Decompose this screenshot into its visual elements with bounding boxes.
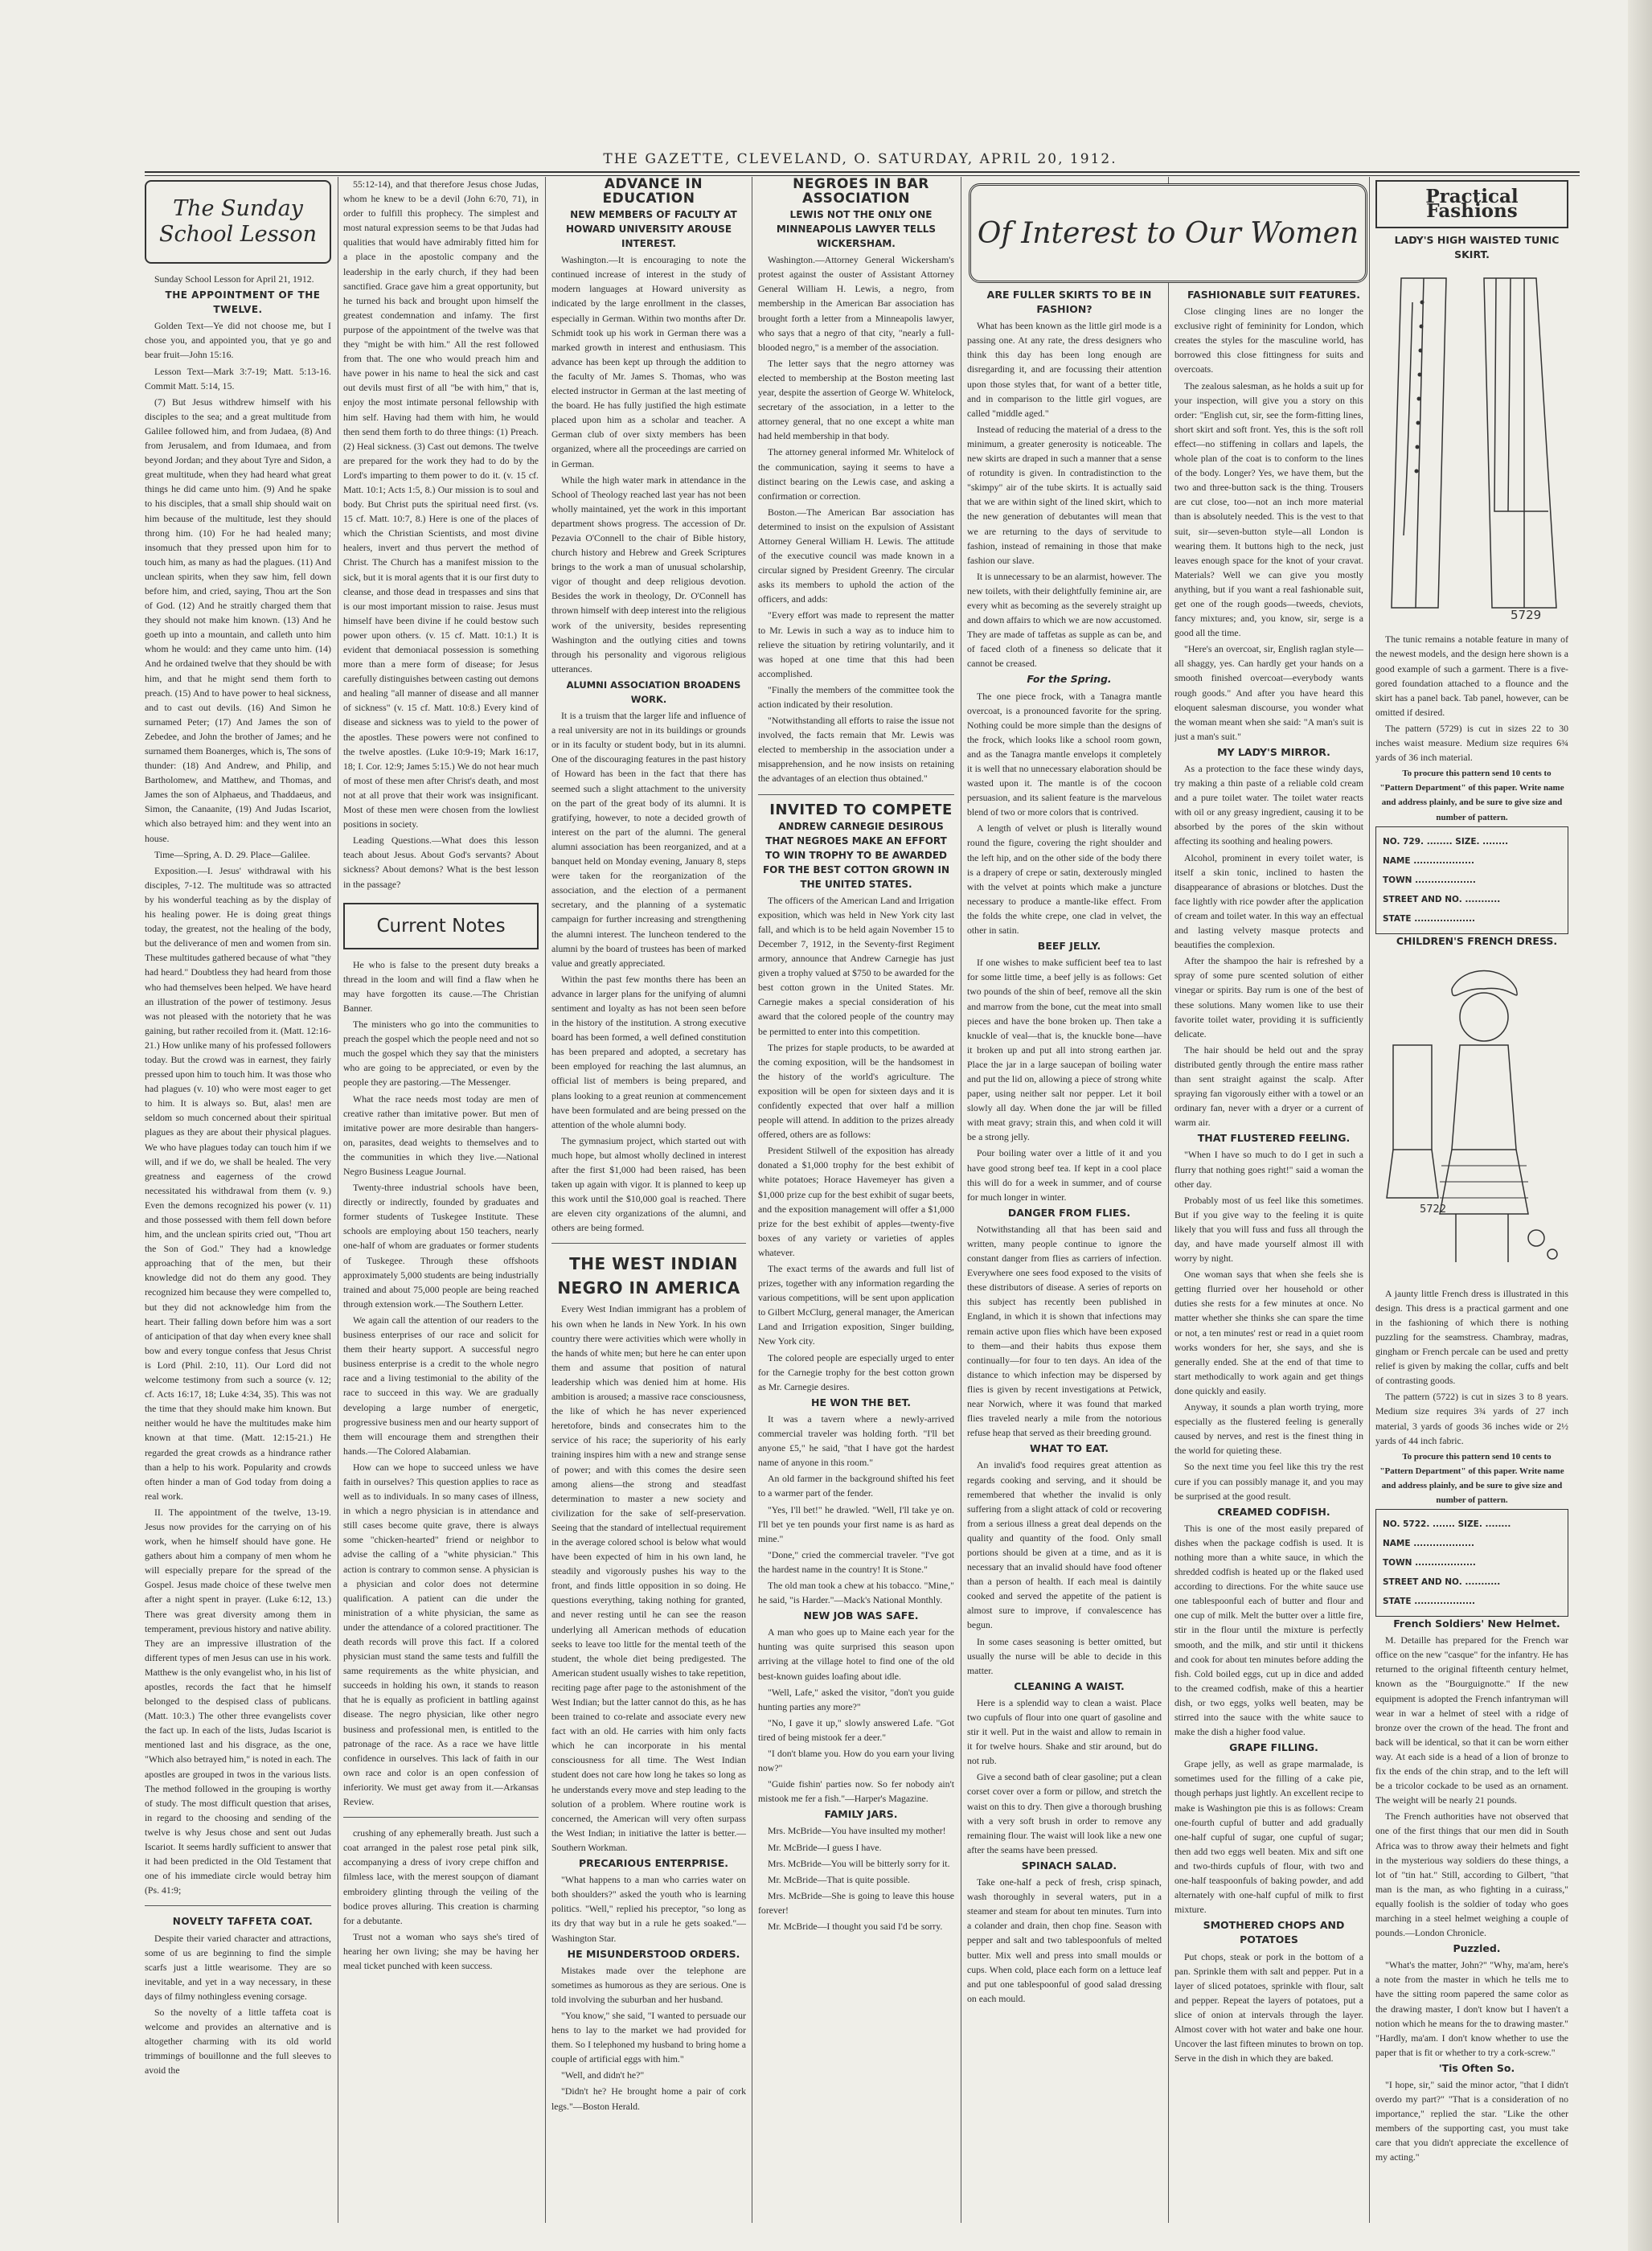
french-dress-headline: CHILDREN'S FRENCH DRESS.	[1396, 934, 1558, 947]
article-paragraph: Washington.—It is encouraging to note the continued increase of interest in the study of modern languages at Howard university as indicated by the large enrollment in the classes, especially in German. Within two months after Dr. Schmidt took up his work in German there was a marked growth in interest and enthusiasm. This advance has been kept up through the addition to the faculty of Mr. James S. Thomas, who was elected instructor in German at the last meeting of the board. He has fully justified the high estimate placed upon him as a scholar and teacher. A German club of over sixty members has been organized, where all the proceedings are carried on in German.	[551, 254, 746, 469]
current-note: How can we hope to succeed unless we have faith in ourselves? This question applies to race as well as to individuals. In so many cases of illness, in which a negro physician is in attendance and still cases become quite grave, there is always some "chicken-hearted" friend or neighbor to advise the calling of a "white physician." This action is contrary to common sense. A physician is a physician and color does not determine qualification. A patient can die under the ministration of a white physician, the same as under the attendance of a colored practitioner. The death records will prove this fact. If a colored physician must stand the same tests and fulfill the same requirements as the white physician, and succeeds in holding his own, it stands to reason that he is equally as proficient in battling against disease. The negro physician, like other negro business and professional men, is entitled to the patronage of the race. As a race we have little confidence in ourselves. This lack of faith in our own race and color is an open confession of inferiority. We must get away from it.—Arkansas Review.	[343, 1461, 539, 1808]
article-paragraph: "Notwithstanding all efforts to raise the issue not involved, the facts remain that Mr. Lewis was elected to membership in the association under a misapprehension, and he now insists on retaining the advantages of an election thus obtained."	[758, 715, 954, 785]
article-paragraph: A man who goes up to Maine each year for the hunting was quite surprised this season upon arriving at the village hotel to find one of the old best-known guides loafing about idle.	[758, 1626, 954, 1682]
flies-subhead: DANGER FROM FLIES.	[1007, 1206, 1131, 1219]
current-note: The ministers who go into the communities to preach the gospel which the people need and not so much the gospel which they say that the ministers who are going to be appreciated, or even by the people they are pastoring.—The Messenger.	[343, 1019, 539, 1089]
current-notes-heading: Current Notes	[376, 915, 506, 937]
dress-pattern-number: 5722	[1420, 1203, 1447, 1216]
article-paragraph: "I hope, sir," said the minor actor, "that I didn't overdo my part?" "That is a consideration of no importance," replied the star. "Like the other members of the supporting cast, you must take care that you didn't appreciate the excellence of my acting."	[1375, 2079, 1568, 2163]
skirt-drawing	[1383, 270, 1560, 624]
article-paragraph: "Didn't he? He brought home a pair of cork legs."—Boston Herald.	[551, 2085, 746, 2112]
form-no: NO. 729.	[1383, 836, 1424, 847]
article-paragraph: The colored people are especially urged to enter for the Carnegie trophy for the best cotton grown as Mr. Carnegie desires.	[758, 1351, 954, 1392]
article-paragraph: Boston.—The American Bar association has determined to insist on the expulsion of Assistant Attorney General William H. Lewis. The attitude of the executive council was made known in a circular signed by President Greenry. The circular asks its members to uphold the action of the officers, and adds:	[758, 506, 954, 605]
form-town: TOWN	[1383, 875, 1412, 885]
practical-fashions-heading-box	[1375, 180, 1568, 228]
pattern-order-form: NO. 5722. ....... SIZE. ........ NAME ................... TOWN ................... STREET AND NO. ........... STATE ...................	[1375, 1509, 1568, 1617]
compete-deck: ANDREW CARNEGIE DESIROUS THAT NEGROES MAKE AN EFFORT TO WIN TROPHY TO BE AWARDED FOR THE BEST COTTON GROWN IN THE UNITED STATES.	[762, 820, 950, 890]
form-size: SIZE.	[1455, 836, 1480, 847]
article-paragraph: The prizes for staple products, to be awarded at the coming exposition, will be the handsomest in the history of the world's agriculture. The exposition will be open for sixteen days and it is confidently expected that over half a million people will attend. In addition to the prizes already offered, others are as follows:	[758, 1041, 954, 1141]
misunderstood-subhead: HE MISUNDERSTOOD ORDERS.	[567, 1947, 740, 1960]
column-1	[145, 177, 331, 2223]
new-job-subhead: NEW JOB WAS SAFE.	[803, 1609, 919, 1622]
article-paragraph: Mistakes made over the telephone are sometimes as humorous as they are serious. One is told involving the suburban and her husband.	[551, 1964, 746, 2005]
article-paragraph: The letter says that the negro attorney was elected to membership at the Boston meeting last year, despite the assertion of George W. Whitelock, secretary of the association, in a letter to the attorney general, that no one except a white man had held membership in that body.	[758, 357, 954, 442]
scripture-text: (7) But Jesus withdrew himself with his disciples to the sea; and a great multitude from Galilee followed him, and from Judaea, (8) And from Jerusalem, and from Idumaea, and from beyond Jordan; and they about Tyre and Sidon, a great multitude, when they had heard what great things he did came unto him. (9) And he spake to his disciples, that a small ship should wait on him because of the multitude, lest they should throng him. (10) For he had healed many; insomuch that they pressed upon him for to touch him, as many as had the plagues. (11) And unclean spirits, when they saw him, fell down before him, and cried, saying, Thou art the Son of God. (12) And he straitly charged them that they should not make him known. (13) And he goeth up into a mountain, and calleth unto him whom he would: and they came unto him. (14) And he ordained twelve that they should be with him, and that he might send them forth to preach. (15) And to have power to heal sickness, and to cast out devils. (16) And Simon he surnamed Peter; (17) And James the son of Zebedee, and John the brother of James; and he surnamed them Boanerges, which is, The sons of thunder: (18) And Andrew, and Philip, and Bartholomew, and Matthew, and Thomas, and James the son of Alphaeus, and Thaddaeus, and Simon, the Canaanite, (19) And Judas Iscariot, which also betrayed him: and they went into an house.	[145, 396, 331, 844]
mirror-subhead: MY LADY'S MIRROR.	[1217, 745, 1330, 758]
article-paragraph: Probably most of us feel like this sometimes. But if you give way to the feeling it is quite likely that you will fuss and fuss all through the day, and have made yourself almost ill with worry by night.	[1174, 1194, 1363, 1265]
column-2	[343, 177, 539, 2223]
article-paragraph: One woman says that when she feels she is getting flurried over her household or other duties she rests for a few minutes at once. No matter whether she thinks she can spare the time or not, a ten minutes' rest or read in a quiet room works wonders for her, she says, and she is generally ended. She at the end of that time to start methodically to work again and get things done quickly and easily.	[1174, 1269, 1363, 1396]
article-paragraph: Give a second bath of clear gasoline; put a clean corset cover over a form or pillow, and stretch the waist on this to dry. Then give a thorough brushing with a very soft brush in order to remove any remaining flour. The waist will look like a new one after the seams have been pressed.	[967, 1771, 1162, 1855]
form-name: NAME	[1383, 855, 1411, 866]
article-paragraph: Anyway, it sounds a plan worth trying, more especially as the flustered feeling is generally caused by nerves, and rest is the finest thing in the world for quieting these.	[1174, 1401, 1363, 1457]
what-to-eat-subhead: WHAT TO EAT.	[1030, 1442, 1109, 1455]
grape-filling-subhead: GRAPE FILLING.	[1229, 1741, 1318, 1754]
article-paragraph: An old farmer in the background shifted his feet to a warmer part of the fender.	[758, 1473, 954, 1499]
tunic-skirt-headline: LADY'S HIGH WAISTED TUNIC SKIRT.	[1394, 234, 1560, 261]
article-paragraph: It is a truism that the larger life and influence of a real university are not in its buildings or grounds or in its faculty or student body, but in its alumni. One of the discouraging features in the past history of Howard has been in the fact that there has seemed such a slight attachment to the university on the part of the great body of its alumni. It is gratifying, however, to note a decided growth of interest on the part of the alumni. The general alumni association has been reorganized, and at a banquet held on Monday evening, January 8, steps were taken for the reorganization of the association, and the election of a permanent secretary, and the planning of a systematic campaign for further increasing and strengthening the alumni interest. The luncheon tendered to the alumni by the board of trustees has been of marked value and greatly appreciated.	[551, 710, 746, 969]
article-paragraph: The French authorities have not observed that one of the first things that our men did in South Africa was to throw away their helmets and fight in the mysterious way soldiers do these things, a lot of "tin hat." Still, according to Gilbert, "that man is the man, as who fighting in a cuirass," equally foolish is the soldier of today who goes marching in a steel helmet weighing a couple of pounds.—London Chronicle.	[1375, 1810, 1568, 1939]
current-note: Twenty-three industrial schools have been, directly or indirectly, founded by graduates and former students of Tuskegee Institute. These schools are employing about 150 teachers, nearly one-half of whom are graduates or former students of Tuskegee. Through these offshoots approximately 5,000 students are being industrially trained and about 75,000 people are being reached through extension work.—The Southern Letter.	[343, 1182, 539, 1310]
article-paragraph: An invalid's food requires great attention as regards cooking and serving, and it should be remembered that whether the invalid is only suffering from a slight attack of cold or recovering from a serious illness a great deal depends on the quality and quantity of the food. Only small portions should be given at a time, and as it is necessary that an invalid should have food oftener than a person of health. If each meal is daintily cooked and served the appetite of the patient is almost sure to improve, if convalescence has begun.	[967, 1459, 1162, 1631]
divider	[758, 794, 954, 795]
form-street: STREET AND NO.	[1383, 894, 1462, 904]
column-rule	[1369, 177, 1370, 2223]
article-paragraph: The attorney general informed Mr. Whitelock of the communication, saying it seems to have a distinct bearing on the Lewis case, and asking a confirmation or correction.	[758, 446, 954, 502]
article-paragraph: The one piece frock, with a Tanagra mantle overcoat, is a pronounced favorite for the spring. Nothing could be more simple than the designs of the frock, which looks like a school room gown, and as the Tanagra mantle envelops it completely it is well that no unnecessary elaboration should be wasted upon it. The mantle is of the cocoon persuasion, and its salient feature is the marvelous blend of two or more colors that is contrived.	[967, 690, 1162, 818]
article-paragraph: Mrs. McBride—She is going to leave this house forever!	[758, 1889, 954, 1916]
article-paragraph: A length of velvet or plush is literally wound round the figure, covering the right shoulder and the left hip, and on the other side of the body there is a drapery of crepe or satin, dexterously mingled with the velvet at points which make a juncture necessary to produce a mantle-like effect. From the folds the white crepe, one clad in velvet, the other in satin.	[967, 822, 1162, 937]
article-paragraph: The gymnasium project, which started out with much hope, but almost wholly declined in interest after the first $1,000 had been raised, has been taken up again with vigor. It is planned to keep up this work until the $10,000 goal is reached. There are eleven city organizations of the alumni, and others are being formed.	[551, 1134, 746, 1234]
article-paragraph: Take one-half a peck of fresh, crisp spinach, wash thoroughly in several waters, put in a steamer and steam for about ten minutes. Turn into a colander and drain, then chop fine. Season with pepper and salt and two tablespoonfuls of melted butter. Mix well and press into small moulds or cups. When cold, place each form on a lettuce leaf and put one tablespoonful of good salad dressing on each mould.	[967, 1876, 1162, 2004]
sunday-school-heading: The Sunday School Lesson	[158, 196, 317, 247]
form-size: SIZE.	[1457, 1519, 1482, 1530]
codfish-subhead: CREAMED CODFISH.	[1217, 1505, 1330, 1518]
divider	[145, 1905, 331, 1906]
article-paragraph: In some cases seasoning is better omitted, but usually the nurse will be able to decide in this matter.	[967, 1635, 1162, 1676]
article-paragraph: "Finally the members of the committee took the action indicated by their resolution.	[758, 683, 954, 710]
helmet-subhead: French Soldiers' New Helmet.	[1393, 1618, 1560, 1630]
pattern-order-form: NO. 729. ........ SIZE. ........ NAME ................... TOWN ................... STREET AND NO. ........... STATE ...................	[1375, 826, 1568, 934]
pattern-order-note: To procure this pattern send 10 cents to "Pattern Department" of this paper. Write name and address plainly, and be sure to give size and number of pattern.	[1379, 769, 1564, 822]
lesson-intro: Sunday School Lesson for April 21, 1912.	[154, 273, 314, 285]
article-paragraph: Mr. McBride—I guess I have.	[768, 1841, 882, 1853]
divider	[343, 1817, 539, 1818]
puzzled-subhead: Puzzled.	[1453, 1942, 1501, 1955]
article-paragraph: President Stilwell of the exposition has already donated a $1,000 trophy for the best exhibit of white potatoes; Horace Havemeyer has given a $1,000 prize cup for the best exhibit of sugar beets, and the exposition management will offer a $1,000 prize for the best exhibit of apples—twenty-five boxes of any variety or varieties of apples whatever.	[758, 1145, 954, 1258]
article-paragraph: "I don't blame you. How do you earn your living now?"	[758, 1748, 954, 1774]
lesson-continued: 55:12-14), and that therefore Jesus chose Judas, whom he knew to be a devil (John 6:70, 71), in order to fulfill this prophecy. The simplest and most natural expression seems to be that Judas had qualities that would have admirably fitted him for a place in the apostolic company and the leadership in the early church, if they had been sanctified. Grace gave him a great opportunity, but he turned his back and brought upon himself the greatest condemnation and infamy. The first purpose of the appointment of the twelve was that they "might be with him." All the rest followed from that. The one who would preach him and have power in his name to heal the sick and cast out devils must first of all "be with him," that is, enjoy the most intimate personal fellowship with him self. Having had them with him, he would then send them forth to do three things: (1) Preach. (2) Heal sickness. (3) Cast out demons. The twelve are prepared for the work they had to do by the Lord's imparting to them power to do it. (v. 15 cf. Matt. 10:1; Acts 1:5, 8.) Our mission is to soul and body. But Christ puts the spiritual need first. (vs. 15 cf. Matt. 10:7, 8.) Here is one of the places of which the Christian Scientists, and most divine healers, invert and thus pervert the method of Christ. The Church has a manifest mission to the sick, but it is moral agents that it is our first duty to cleanse, and those dead in trespasses and sins that is our most important mission to raise. Jesus must himself have been divine if he could bestow such power upon others. (v. 15 cf. Matt. 10:1.) It is evident that demoniacal possession is something more than a mere form of disease; for Jesus carefully distinguishes between casting out demons and healing "all manner of disease and all manner of sickness" (v. 15 cf. Matt. 10:8.) Every kind of disease and sickness was to yield to the power of the apostles. These powers were not confined to the twelve apostles. (Luke 10:9-19; Mark 16:17, 18; I. Cor. 12:9; James 5:15.) We do not hear much of most of these men after Christ's death, and most not at all prove that their work was insignificant. Most of these men were chosen from the lowliest positions in society.	[343, 178, 539, 830]
dress-description: A jaunty little French dress is illustrated in this design. This dress is a practical garment and one in the fashioning of which there is nothing puzzling for the seamstress. Chambray, madras, gingham or French percale can be used and pretty relief is given by making the collar, cuffs and belt of contrasting goods.	[1375, 1287, 1568, 1387]
education-headline: ADVANCE IN EDUCATION	[602, 177, 703, 207]
article-paragraph: The officers of the American Land and Irrigation exposition, which was held in New York city last fall, and which is to be held again November 15 to December 7, 1912, in the Seventy-first Regiment armory, announce that Andrew Carnegie has just given a trophy valued at $750 to be awarded for the best cotton grown in the United States. Mr. Carnegie makes a special consideration of his award that the colored people of the country may be permitted to enter into this competition.	[758, 894, 954, 1037]
column-5	[967, 286, 1162, 2224]
article-paragraph: "Every effort was made to represent the matter to Mr. Lewis in such a way as to induce him to relieve the situation by retiring voluntarily, and it was hoped at one time that this had been accomplished.	[758, 609, 954, 679]
article-paragraph: Pour boiling water over a little of it and you have good strong beef tea. If kept in a cool place this will do for a week in summer, and of course for much longer in winter.	[967, 1147, 1162, 1203]
alumni-subhead: ALUMNI ASSOCIATION BROADENS WORK.	[566, 679, 741, 705]
article-paragraph: This is one of the most easily prepared of dishes when the package codfish is used. It is nothing more than a white sauce, in which the shredded codfish is heated up or the flaked used according to directions. For the white sauce use one tablespoonful each of butter and flour and one cup of milk. Melt the butter over a little fire, stir in the flour until the mixture is perfectly smooth, and the milk, and stir until it thickens and cook for about ten minutes before adding the fish. Cold boiled eggs, cut up in dice and added to the creamed codfish, make of this a heartier dish, or two eggs, yolks well beaten, may be stirred into the sauce with the white sauce to make the dish a higher food value.	[1174, 1522, 1363, 1738]
tunic-description: The tunic remains a notable feature in many of the newest models, and the design here shown is a good example of such a garment. There is a five-gored foundation attached to a flounce and the skirt has a panel back. Tab panel, however, can be omitted if desired.	[1375, 633, 1568, 718]
article-paragraph: Instead of reducing the material of a dress to the minimum, a greater generosity is noticeable. The new skirts are draped in such a manner that a sense of rotundity is given. In contradistinction to the "skimpy" air of the tube skirts. It is actually said that we are within sight of the lined skirt, which to the new generation of debutantes will mean that we are returning to the days of servitude to fashion, instead of remaining in those that make fashion our slave.	[967, 423, 1162, 566]
leading-questions: Leading Questions.—What does this lesson teach about Jesus. About God's servants? About sickness? About demons? What is the best lesson in the passage?	[343, 834, 539, 890]
current-note: We again call the attention of our readers to the business enterprises of our race and solicit for them their hearty support. A successful negro business enterprise is a credit to the whole negro race and a living testimonial to the ability of the race to succeed in this way. We are gradually developing a large number of energetic, progressive business men and our hearty support of them will encourage them and strengthen their hands.—The Colored Alabamian.	[343, 1314, 539, 1457]
skirt-pattern-number: 5729	[1511, 608, 1542, 623]
sunday-school-heading-box	[145, 180, 331, 264]
cleaning-waist-subhead: CLEANING A WAIST.	[1014, 1679, 1125, 1692]
fuller-skirts-subhead: ARE FULLER SKIRTS TO BE IN FASHION?	[986, 289, 1152, 316]
french-dress-illustration	[1375, 957, 1568, 1278]
article-paragraph: If one wishes to make sufficient beef tea to last for some little time, a beef jelly is as follows: Get two pounds of the shin of beef, remove all the skin and marrow from the bone, cut the meat into small pieces and have the bone broken up. Then take a knuckle of veal—that is, the knuckle bone—have it broken up and put all into strong earthen jar. Place the jar in a large saucepan of boiling water and put the lid on, allowing a piece of strong white paper, using neither salt nor pepper. Let it boil slowly all day. When done the jar will be filled with meat gravy; strain this, and when cold it will be a strong jelly.	[967, 957, 1162, 1143]
article-paragraph: The old man took a chew at his tobacco. "Mine," he said, "is Harder."—Mack's National Monthly.	[758, 1579, 954, 1606]
masthead: THE GAZETTE, CLEVELAND, O. SATURDAY, APRIL 20, 1912.	[603, 151, 1117, 167]
column-3	[551, 177, 746, 2223]
article-paragraph: The exact terms of the awards and full list of prizes, together with any information regarding the various competitions, will be sent upon application to Gilbert McClurg, general manager, the American Land and Irrigation exposition, Singer building, New York city.	[758, 1263, 954, 1347]
column-rule	[1168, 177, 1169, 2223]
article-paragraph: So the next time you feel like this try the rest cure if you can possibly manage it, and you may be surprised at the good result.	[1174, 1461, 1363, 1502]
article-paragraph: Mrs. McBride—You have insulted my mother!	[768, 1825, 946, 1837]
often-so-subhead: 'Tis Often So.	[1438, 2061, 1515, 2074]
article-paragraph: What has been known as the little girl mode is a passing one. At any rate, the dress designers who think this day has been long enough are disregarding it, and are focussing their attention upon those styles that, for want of a better title, and in comparison to the little girl vogues, are called "middle aged."	[967, 320, 1162, 419]
article-paragraph: "What's the matter, John?" "Why, ma'am, here's a note from the master in which he tells me to have the sitting room papered the same color as the drawing master, I don't know but I haven't a notion which he means for the to drawing master." "Hardly, ma'am. I don't know whether to use the paper that is fit or whether to try a cork-screw."	[1375, 1959, 1568, 2058]
article-paragraph: Here is a splendid way to clean a waist. Place two cupfuls of flour into one quart of gasoline and stir it well. Put in the waist and allow to remain in it for twelve hours. Shake and stir around, but do not rub.	[967, 1696, 1162, 1767]
tunic-skirt-illustration	[1375, 270, 1568, 624]
taffeta-continued: crushing of any ephemerally breath. Just such a coat arranged in the palest rose petal pink silk, accompanying a dress of ivory crepe chiffon and filmless lace, with the merest soupçon of diamant embroidery glinting through the veiling of the bodice proves alluring. This creation is charming for a debutante.	[343, 1827, 539, 1926]
current-note: He who is false to the present duty breaks a thread in the loom and will find a flaw when he may have forgotten its cause.—The Christian Banner.	[343, 958, 539, 1014]
article-paragraph: "When I have so much to do I get in such a flurry that nothing goes right!" said a woman the other day.	[1174, 1149, 1363, 1190]
article-paragraph: While the high water mark in attendance in the School of Theology reached last year has not been wholly maintained, yet the work in this important department shows progress. The accession of Dr. Pezavia O'Connell to the chair of Bible history, church history and Hebrew and Greek Scriptures brings to the work a man of unusual scholarship, vigor of thought and deep religious devotion. Besides the work in theology, Dr. O'Connell has thrown himself with deep interest into the religious work of the university, besides representing Washington and the outlying cities and towns through his personality and vigorous religious utterances.	[551, 474, 746, 674]
taffeta-paragraph: Despite their varied character and attractions, some of us are beginning to find the simple scarfs just a little wearisome. They are so inevitable, and yet in a way necessary, in these days of filmy nothingless evening corsage.	[145, 1932, 331, 2002]
current-notes-heading-box	[343, 903, 539, 949]
article-paragraph: Washington.—Attorney General Wickersham's protest against the ouster of Assistant Attorney General William H. Lewis, a negro, from membership in the American Bar association has brought forth a letter from a Minneapolis lawyer, who says that a negro of that city, "nearly a full-blooded negro," is a member of the association.	[758, 254, 954, 353]
article-paragraph: Mr. McBride—That is quite possible.	[768, 1873, 910, 1885]
article-paragraph: It was a tavern where a newly-arrived commercial traveler was holding forth. "I'll bet anyone £5," he said, "that I have got the hardest name of anyone in this room."	[758, 1413, 954, 1469]
flustered-subhead: THAT FLUSTERED FEELING.	[1197, 1132, 1351, 1145]
family-jars-subhead: FAMILY JARS.	[824, 1808, 898, 1821]
dress-sizes: The pattern (5722) is cut in sizes 3 to 8 years. Medium size requires 3¾ yards of 27 inch material, 3 yards of goods 36 inches wide or 2½ yards of 44 inch fabric.	[1375, 1391, 1568, 1446]
article-paragraph: "No, I gave it up," slowly answered Lafe. "Got tired of being mistook fer a deer."	[758, 1716, 954, 1743]
filler-paragraph: Trust not a woman who says she's tired of hearing her own living; she may be having her meal ticket punched with keen success.	[343, 1930, 539, 1971]
taffeta-coat-headline: NOVELTY TAFFETA COAT.	[172, 1916, 314, 1928]
lesson-text: Lesson Text—Mark 3:7-19; Matt. 5:13-16. Commit Matt. 5:14, 15.	[145, 365, 331, 392]
article-paragraph: "What happens to a man who carries water on both shoulders?" asked the youth who is learning politics. "Well," replied his preceptor, "so long as its dry that way but in a rule he gets soaked."—Washington Star.	[551, 1874, 746, 1944]
column-7	[1375, 177, 1568, 2223]
article-paragraph: Alcohol, prominent in every toilet water, is itself a skin tonic, inclined to hasten the disappearance of abrasions or blotches. Dust the face lightly with rice powder after the application of cream and toilet water. In this way an effectual and lasting velvety masque protects and beautifies the complexion.	[1174, 851, 1363, 951]
column-6	[1174, 286, 1363, 2224]
form-name: NAME	[1383, 1539, 1411, 1549]
article-paragraph: Close clinging lines are no longer the exclusive right of femininity for London, which creates the styles for the masculine world, has borrowed this close fittingness for suits and overcoats.	[1174, 305, 1363, 375]
article-paragraph: Mrs. McBride—You will be bitterly sorry for it.	[768, 1857, 950, 1869]
column-rule	[545, 177, 546, 2223]
pattern-order-note: To procure this pattern send 10 cents to "Pattern Department" of this paper. Write name and address plainly, and be sure to give size and number of pattern.	[1379, 1451, 1564, 1505]
article-paragraph: After the shampoo the hair is refreshed by a spray of some pure scented solution of either vinegar or spirits. Bay rum is one of the best of these solutions. Many women like to use their favorite toilet water, providing it is sufficiently delicate.	[1174, 955, 1363, 1039]
lesson-title: THE APPOINTMENT OF THE TWELVE.	[165, 289, 321, 316]
education-deck: NEW MEMBERS OF FACULTY AT HOWARD UNIVERSITY AROUSE INTEREST.	[565, 209, 737, 250]
bar-association-headline: NEGROES IN BAR ASSOCIATION	[793, 177, 929, 207]
dress-drawing	[1383, 957, 1560, 1278]
form-no: NO. 5722.	[1383, 1519, 1430, 1530]
compete-headline: INVITED TO COMPETE	[769, 801, 953, 818]
form-state: STATE	[1383, 1597, 1412, 1607]
article-paragraph: Put chops, steak or pork in the bottom of a pan. Sprinkle them with salt and pepper. Put in a layer of sliced potatoes, sprinkle with flour, salt and pepper. Repeat the layers of potatoes, put a slice of onion at intervals through the layer. Almost cover with hot water and bake one hour. Uncover the last fifteen minutes to brown on top. Serve in the dish in which they are baked.	[1174, 1950, 1363, 2064]
form-state: STATE	[1383, 913, 1412, 924]
article-paragraph: The zealous salesman, as he holds a suit up for your inspection, will give you a story on this order: "English cut, sir, see the form-fitting lines, short skirt and soft front. Yes, this is the soft roll effect—no stiffening in collars and lapels, the whole plan of the coat is to conform to the lines of the body. Longer? Yes, we have them, but the two and three-button sack is the thing. Trousers are cut close, too—not an inch more material than is absolutely needed. This is the vest to that suit, sir—seven-button style—all London is wearing them. It buttons high to the neck, just leaves enough space for the knot of your cravat. Materials? Well we can give you mostly anything, but if you want a real fashionable suit, get one of the rough goods—tweeds, cheviots, fancy mixtures; and, you know, sir, serge is a good all the time.	[1174, 379, 1363, 639]
west-indian-headline: THE WEST INDIAN NEGRO IN AMERICA	[557, 1254, 740, 1298]
article-paragraph: "Well, Lafe," asked the visitor, "don't you guide hunting parties any more?"	[758, 1686, 954, 1712]
practical-fashions-heading: Practical Fashions	[1425, 186, 1519, 223]
women-banner	[969, 183, 1367, 283]
current-note: What the race needs most today are men of creative rather than imitative power. But men of imitative power are more desirable than hangers-on, parasites, dead weights to themselves and to the communities in which they live.—National Negro Business League Journal.	[343, 1093, 539, 1177]
taffeta-paragraph: So the novelty of a little taffeta coat is welcome and provides an alternative and is altogether charming with its old world trimmings of bouillonne and the full sleeves to avoid the	[145, 2006, 331, 2077]
article-paragraph: Notwithstanding all that has been said and written, many people continue to ignore the constant danger from flies as carriers of infection. Everywhere one sees food exposed to the visits of these distributors of disease. A series of reports on this subject has recently been published in England, in which it is shown that infections may remain active upon flies which have been exposed to them—and their habits thus expose them continually—for four to ten days. An idea of the distance to which infection may be dispersed by flies is given by recent investigations at Petwick, near Norwich, where it was found that marked flies traveled nearly a mile from the notorious refuse heap that served as their breeding ground.	[967, 1223, 1162, 1439]
article-paragraph: It is unnecessary to be an alarmist, however. The new toilets, with their delightfully feminine air, are every whit as becoming as the severely straight up and down affairs to which we are now accustomed. They are made of taffetas as supple as can be, and of faced cloth of a fineness so delicate that it cannot be creased.	[967, 570, 1162, 670]
article-paragraph: "Yes, I'll bet!" he drawled. "Well, I'll take ye on. I'll bet ye ten pounds your first name is as hard as mine."	[758, 1503, 954, 1544]
precarious-subhead: PRECARIOUS ENTERPRISE.	[579, 1857, 728, 1870]
form-street: STREET AND NO.	[1383, 1577, 1462, 1588]
article-paragraph: "Done," cried the commercial traveler. "I've got the hardest name in the country! It is Stone."	[758, 1548, 954, 1575]
chops-subhead: SMOTHERED CHOPS AND POTATOES	[1203, 1919, 1345, 1946]
article-paragraph: "Guide fishin' parties now. So fer nobody ain't mistook me fer a fish."—Harper's Magazine.	[758, 1778, 954, 1805]
article-paragraph: Within the past few months there has been an advance in larger plans for the unifying of alumni sentiment and loyalty as has not been seen before in the history of the institution. A strong executive board has been formed, a well defined constitution has been prepared and adopted, a secretary has been employed for reaching the last alumnus, an official list of members is being prepared, and plans looking to a great reunion at commencement have been formulated and are being pressed on the attention of the whole alumni body.	[551, 973, 746, 1130]
form-town: TOWN	[1383, 1558, 1412, 1568]
article-paragraph: "Here's an overcoat, sir, English raglan style—all shaggy, yes. Can hardly get your hands on a smooth finished overcoat—everybody wants rough goods." And after you have heard this eloquent salesman discourse, you wonder what the woman meant when she said: "A man's suit is just a man's suit."	[1174, 643, 1363, 742]
spring-subhead: For the Spring.	[1027, 673, 1112, 686]
spinach-subhead: SPINACH SALAD.	[1021, 1859, 1117, 1872]
tunic-sizes: The pattern (5729) is cut in sizes 22 to 30 inches waist measure. Medium size requires 6¾ yards of 36 inch material.	[1375, 722, 1568, 764]
women-banner-title: Of Interest to Our Women	[977, 216, 1359, 250]
column-4	[758, 177, 954, 2223]
time-place: Time—Spring, A. D. 29. Place—Galilee.	[154, 848, 310, 860]
article-paragraph: Every West Indian immigrant has a problem of his own when he lands in New York. In his own country there were activities which were wholly in the hands of white men; but here he can enter upon them and assume that position of natural leadership which was denied him at home. His ambition is aroused; a massive race consciousness, the like of which he has never experienced heretofore, binds and consecrates him to the service of his race; the superiority of his early training inspires him with a new and strange sense of power; and with this comes the desire seen among aliens—the strong and steadfast determination to master a new society and civilization for the sake of self-preservation. Seeing that the standard of intellectual requirement in the average colored school is below what would have been expected of him in his own land, he steadily and vigorously pushes his way to the front, and finds little opposition in so doing. He questions everything, taking nothing for granted, and never resting until he can see the reason underlying all American methods of education seeks to leave too little for the mental teeth of the student, the whole diet being predigested. The American student usually wishes to take repetition, reciting page after page to the astonishment of the West Indian; but the latter cannot do this, as he has been trained to co-relate and associate every new fact with an old. He carries with him only facts which he can incorporate in his mental consciousness for all time. The West Indian student does not care how long he takes so long as he understands every move and step leading to the solution of a problem. Where routine work is concerned, the American will very often surpass the West Indian; in initiative the latter is better.—Southern Workman.	[551, 1303, 746, 1853]
article-paragraph: "You know," she said, "I wanted to persuade our hens to lay to the market we had provided for them. So I telephoned my husband to bring home a couple of artificial eggs with him."	[551, 2009, 746, 2065]
article-paragraph: Grape jelly, as well as grape marmalade, is sometimes used for the filling of a cake pie, though perhaps just lightly. An excellent recipe to make is Washington pie this is as follows: Cream one-fourth cupful of butter and add gradually one-half cupful of sugar, one cupful of sugar; then add two eggs well beaten. Mix and sift one and two-thirds cupfuls of flour, with two and one-half teaspoonfuls of baking powder, and add alternately with one-half cupful of milk to first mixture.	[1174, 1758, 1363, 1916]
masthead-rule-top	[145, 171, 1580, 173]
article-paragraph: Mr. McBride—I thought you said I'd be sorry.	[768, 1921, 943, 1933]
won-bet-subhead: HE WON THE BET.	[811, 1396, 911, 1408]
divider	[551, 1243, 746, 1244]
page-edge	[1628, 0, 1652, 2251]
masthead-rule-bottom	[145, 175, 1580, 176]
article-paragraph: "Well, and didn't he?"	[561, 2069, 645, 2081]
bar-association-deck: LEWIS NOT THE ONLY ONE MINNEAPOLIS LAWYER TELLS WICKERSHAM.	[776, 209, 937, 250]
suit-features-subhead: FASHIONABLE SUIT FEATURES.	[1187, 289, 1361, 301]
beef-jelly-subhead: BEEF JELLY.	[1037, 940, 1101, 953]
article-paragraph: The hair should be held out and the spray distributed gently through the entire mass rather than sent straight against the scalp. After spraying fan vigorously either with a towel or an ordinary fan, never with a dryer or a current of warm air.	[1174, 1043, 1363, 1129]
article-paragraph: As a protection to the face these windy days, try making a thin paste of a reliable cold cream and a pure toilet water. The toilet water reacts with oil or any greasy ingredient, causing it to be absorbed by the pores of the skin without affecting its soothing and healing powers.	[1174, 763, 1363, 847]
golden-text: Golden Text—Ye did not choose me, but I chose you, and appointed you, that ye go and bear fruit—John 15:16.	[145, 320, 331, 361]
exposition-part-1: Exposition.—I. Jesus' withdrawal with his disciples, 7-12. The multitude was so attracted by his wonderful teaching as by the display of his healing power. He is doing great things today, the greatest, not the healing of the body, but the deliverance of men and women from sin. These multitudes gathered because of what "they had heard." Doubtless they had heard from those who had themselves been helped. We have heard an illustration of the power of testimony. Jesus was not pleased with the notoriety that he was gaining, but rather recoiled from it. (Matt. 12:16-21.) How unlike many of his professed followers today. But the crowd was in earnest, they fairly pressed upon him to touch him. It was those who had plagues (v. 10) who were most eager to get to him. It is always so. But, alas! men are seldom so much concerned about their spiritual plagues as they are about their physical plagues. We who have plagues today can touch him if we will, and if we do, we shall be healed. The very greatness and eagerness of the crowd necessitated his withdrawal from them (v. 9.) Even the demons recognized his power (v. 11) and those possessed with them fell down before him, and the unclean spirits cried out, "Thou art the Son of God." They had a knowledge approaching that of the men, but their knowledge did not do them any good. They recognized him because they were compelled to, but they did not acknowledge him from the heart. Their falling down before him was a sort of anticipation of that day when every knee shall bow and every tongue confess that Jesus Christ is Lord (Phil. 2:10, 11). Our Lord did not welcome testimony from such a source (v. 12; cf. Acts 16:17, 18; Luke 4:34, 35). This was not the time that they should make him known. But neither would he have the multitudes make him known at that time. (Matt. 12:15-21.) He regarded the great crowds as a hindrance rather than a help to his work. Popularity and crowds often hinder a man of God today from doing a real work.	[145, 864, 331, 1502]
article-paragraph: M. Detaille has prepared for the French war office on the new "casque" for the infantry. He has returned to the original fifteenth century helmet, known as the "Bourguignotte." If the new equipment is adopted the French infantryman will wear in war a helmet of steel with a ridge of bronze over the crown of the head. The front and back will be identical, so that it can be worn either way. At each side is a head of a lion of bronze to fix the ends of the chin strap, and to the left will be a tricolor cockade to be used as an ornament. The weight will be nearly 21 pounds.	[1375, 1634, 1568, 1806]
exposition-part-2: II. The appointment of the twelve, 13-19. Jesus now provides for the carrying on of his work, when he himself should have gone. He gathers about him a company of men whom he will especially prepare for the spread of the Gospel. Jesus made choice of these twelve men after a night spent in prayer. (Luke 6:12, 13.) There was great diversity among them in temperament, previous history and native ability. They are an impressive illustration of the different types of men Jesus can use in his work. Matthew is the only evangelist who, in his list of apostles, records the fact that he himself belonged to the despised class of publicans. (Matt. 10:3.) The other three evangelists cover the fact up. In each of the lists, Judas Iscariot is mentioned last and his disgrace, as the one, "Which also betrayed him," is noted in each. The apostles are grouped in twos in the various lists. The method followed in the grouping is worthy of study. The most difficult question that arises, in regard to the choosing and sending of the twelve is why Jesus chose and sent out Judas Iscariot. It seems hardly sufficient to answer that it had been predicted in the Old Testament that one of his immediate circle would betray him (Ps. 41:9;	[145, 1506, 331, 1896]
